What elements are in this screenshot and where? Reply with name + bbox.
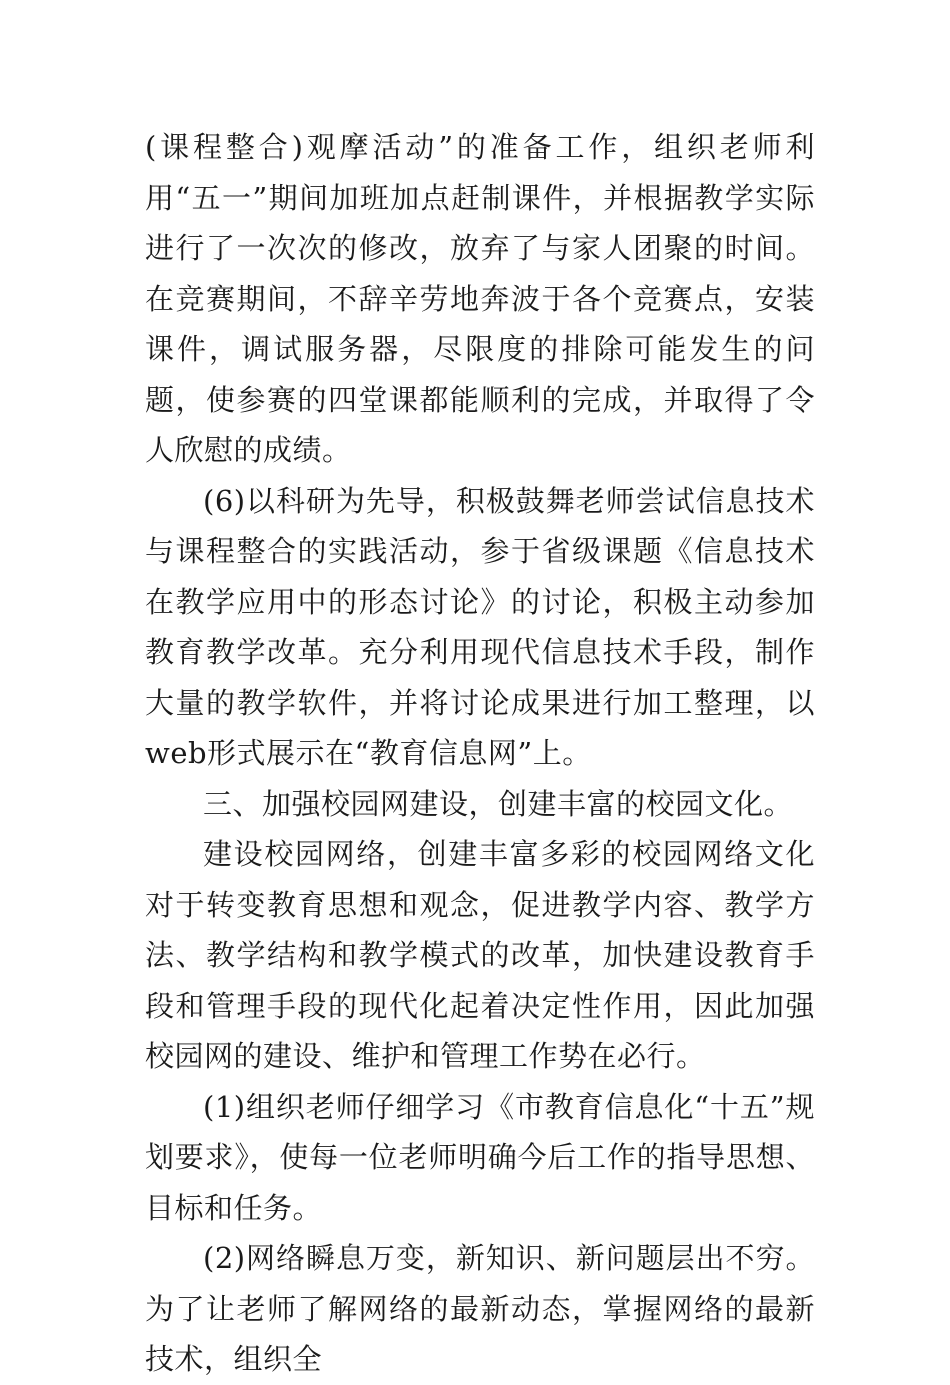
paragraph-5: (2)网络瞬息万变，新知识、新问题层出不穷。为了让老师了解网络的最新动态，掌握网络的最新技术，组织全 <box>145 1241 815 1376</box>
document-body <box>145 122 815 1385</box>
section-heading: 三、加强校园网建设，创建丰富的校园文化。 <box>203 786 794 821</box>
paragraph-2: (6)以科研为先导，积极鼓舞老师尝试信息技术与课程整合的实践活动，参于省级课题《信息技术在教学应用中的形态讨论》的讨论，积极主动参加教育教学改革。充分利用现代信息技术手段，制作大量的教学软件，并将讨论成果进行加工整理，以web形式展示在“教育信息网”上。 <box>145 483 815 770</box>
paragraph-1: (课程整合)观摩活动”的准备工作，组织老师利用“五一”期间加班加点赶制课件，并根据教学实际进行了一次次的修改，放弃了与家人团聚的时间。在竞赛期间，不辞辛劳地奔波于各个竞赛点，安装课件，调试服务器，尽限度的排除可能发生的问题，使参赛的四堂课都能顺利的完成，并取得了令人欣慰的成绩。 <box>145 130 815 467</box>
paragraph-4: (1)组织老师仔细学习《市教育信息化“十五”规划要求》，使每一位老师明确今后工作的指导思想、目标和任务。 <box>145 1089 815 1225</box>
paragraph-3: 建设校园网络，创建丰富多彩的校园网络文化对于转变教育思想和观念，促进教学内容、教学方法、教学结构和教学模式的改革，加快建设教育手段和管理手段的现代化起着决定性作用，因此加强校园网的建设、维护和管理工作势在必行。 <box>145 837 815 1073</box>
